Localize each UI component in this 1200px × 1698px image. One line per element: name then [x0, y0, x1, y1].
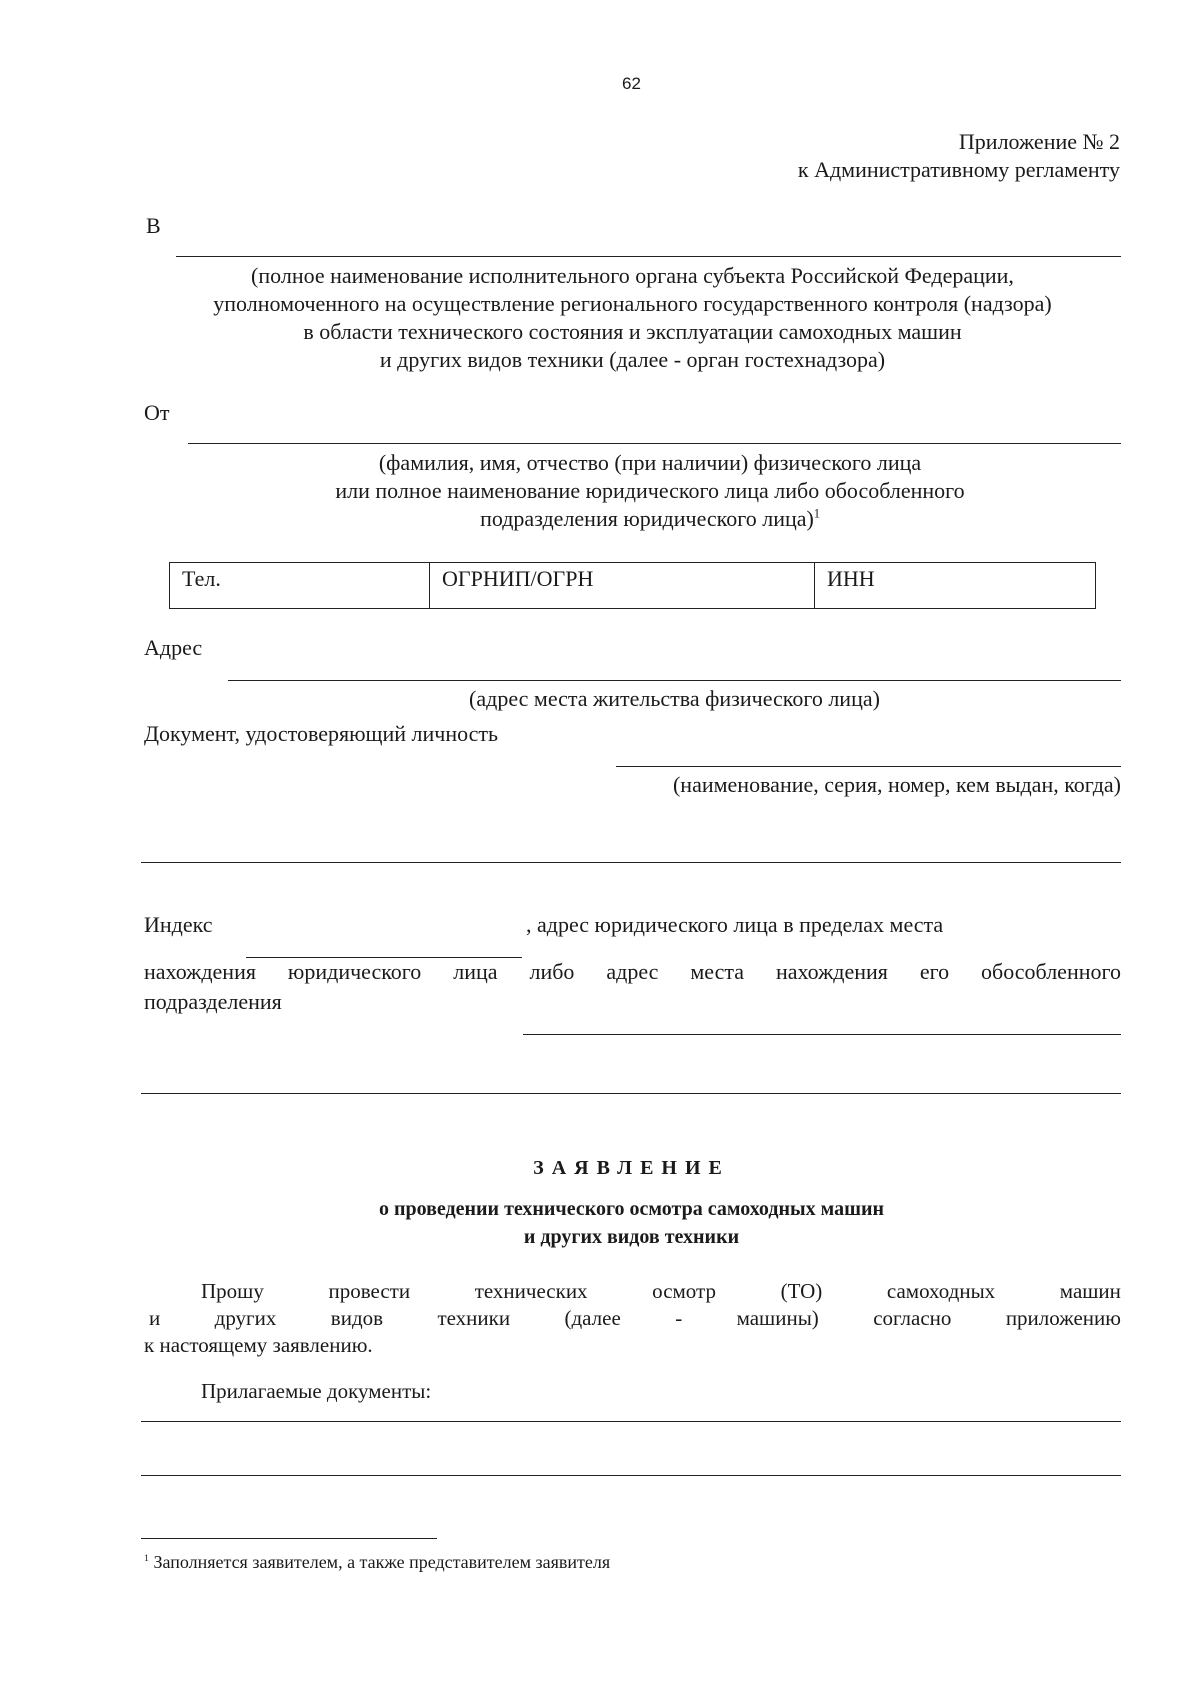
phone-label: Тел. — [182, 566, 221, 591]
applicant-caption-line: (фамилия, имя, отчество (при наличии) физического лица — [378, 450, 922, 475]
address-caption: (адрес места жительства физического лица) — [469, 686, 880, 711]
applicant-field-line[interactable] — [188, 443, 1121, 444]
index-label: Индекс — [144, 912, 213, 937]
recipient-caption-line: в области технического состояния и эксплуатации самоходных машин — [303, 319, 962, 344]
identity-doc-field-line[interactable] — [616, 766, 1121, 767]
statement-body-end: к настоящему заявлению. — [144, 1333, 373, 1357]
contacts-table — [169, 562, 1096, 609]
appendix-subtitle: к Административному регламенту — [797, 157, 1120, 182]
appendix-title: Приложение № 2 — [958, 129, 1120, 154]
statement-subtitle-line: о проведении технического осмотра самоходных машин — [378, 1198, 885, 1220]
address-field-line[interactable] — [228, 680, 1121, 681]
identity-doc-label: Документ, удостоверяющий личность — [144, 721, 499, 746]
footnote — [144, 1551, 610, 1573]
recipient-caption-line: и других видов техники (далее - орган гостехнадзора) — [379, 347, 886, 372]
recipient-caption-line: (полное наименование исполнительного органа субъекта Российской Федерации, — [251, 263, 1014, 288]
identity-doc-extra-line[interactable] — [141, 862, 1121, 863]
attachments-field-line[interactable] — [141, 1475, 1121, 1476]
address-label: Адрес — [144, 635, 203, 660]
statement-subtitle-line: и других видов техники — [523, 1226, 740, 1248]
applicant-caption — [170, 449, 1130, 533]
applicant-prefix: От — [144, 400, 170, 425]
applicant-caption-line: или полное наименование юридического лица либо обособленного — [335, 478, 965, 503]
statement-title: ЗАЯВЛЕНИЕ — [533, 1157, 730, 1179]
recipient-caption-line: уполномоченного на осуществление регионального государственного контроля (надзора) — [213, 291, 1052, 316]
page-number: 62 — [622, 74, 641, 93]
statement-subtitle — [0, 1195, 1200, 1251]
statement-body-line: и других видов техники (далее - машины) согласно приложению — [149, 1306, 1121, 1330]
legal-address-intro: , адрес юридического лица в пределах места — [526, 912, 944, 937]
applicant-caption-line: подразделения юридического лица)$^1$ — [480, 506, 820, 531]
inn-cell[interactable] — [814, 563, 1095, 608]
inn-label: ИНН — [827, 566, 875, 591]
identity-doc-caption: (наименование, серия, номер, кем выдан, когда) — [672, 772, 1121, 797]
legal-address-line: нахождения юридического лица либо адрес места нахождения его обособленного — [144, 959, 1121, 984]
recipient-caption — [140, 262, 1125, 374]
legal-address-extra-line[interactable] — [141, 1093, 1121, 1094]
phone-cell[interactable] — [170, 563, 429, 608]
recipient-prefix: В — [146, 213, 161, 238]
attachments-field-line[interactable] — [141, 1421, 1121, 1422]
footnote-separator — [141, 1538, 437, 1539]
footnote-text: Заполняется заявителем, а также представителем заявителя — [153, 1552, 611, 1572]
legal-address-field-line[interactable] — [523, 1034, 1121, 1035]
appendix-header — [600, 128, 1120, 184]
legal-address-continuation: подразделения — [144, 989, 282, 1014]
recipient-field-line[interactable] — [176, 256, 1121, 257]
footnote-marker: 1 — [144, 1553, 149, 1564]
statement-body-line: Прошу провести технических осмотр (ТО) самоходных машин — [201, 1279, 1121, 1303]
ogrn-label: ОГРНИП/ОГРН — [442, 566, 594, 591]
attachments-label: Прилагаемые документы: — [201, 1379, 432, 1403]
ogrn-cell[interactable] — [429, 563, 814, 608]
footnote-reference: 1 — [813, 506, 820, 521]
